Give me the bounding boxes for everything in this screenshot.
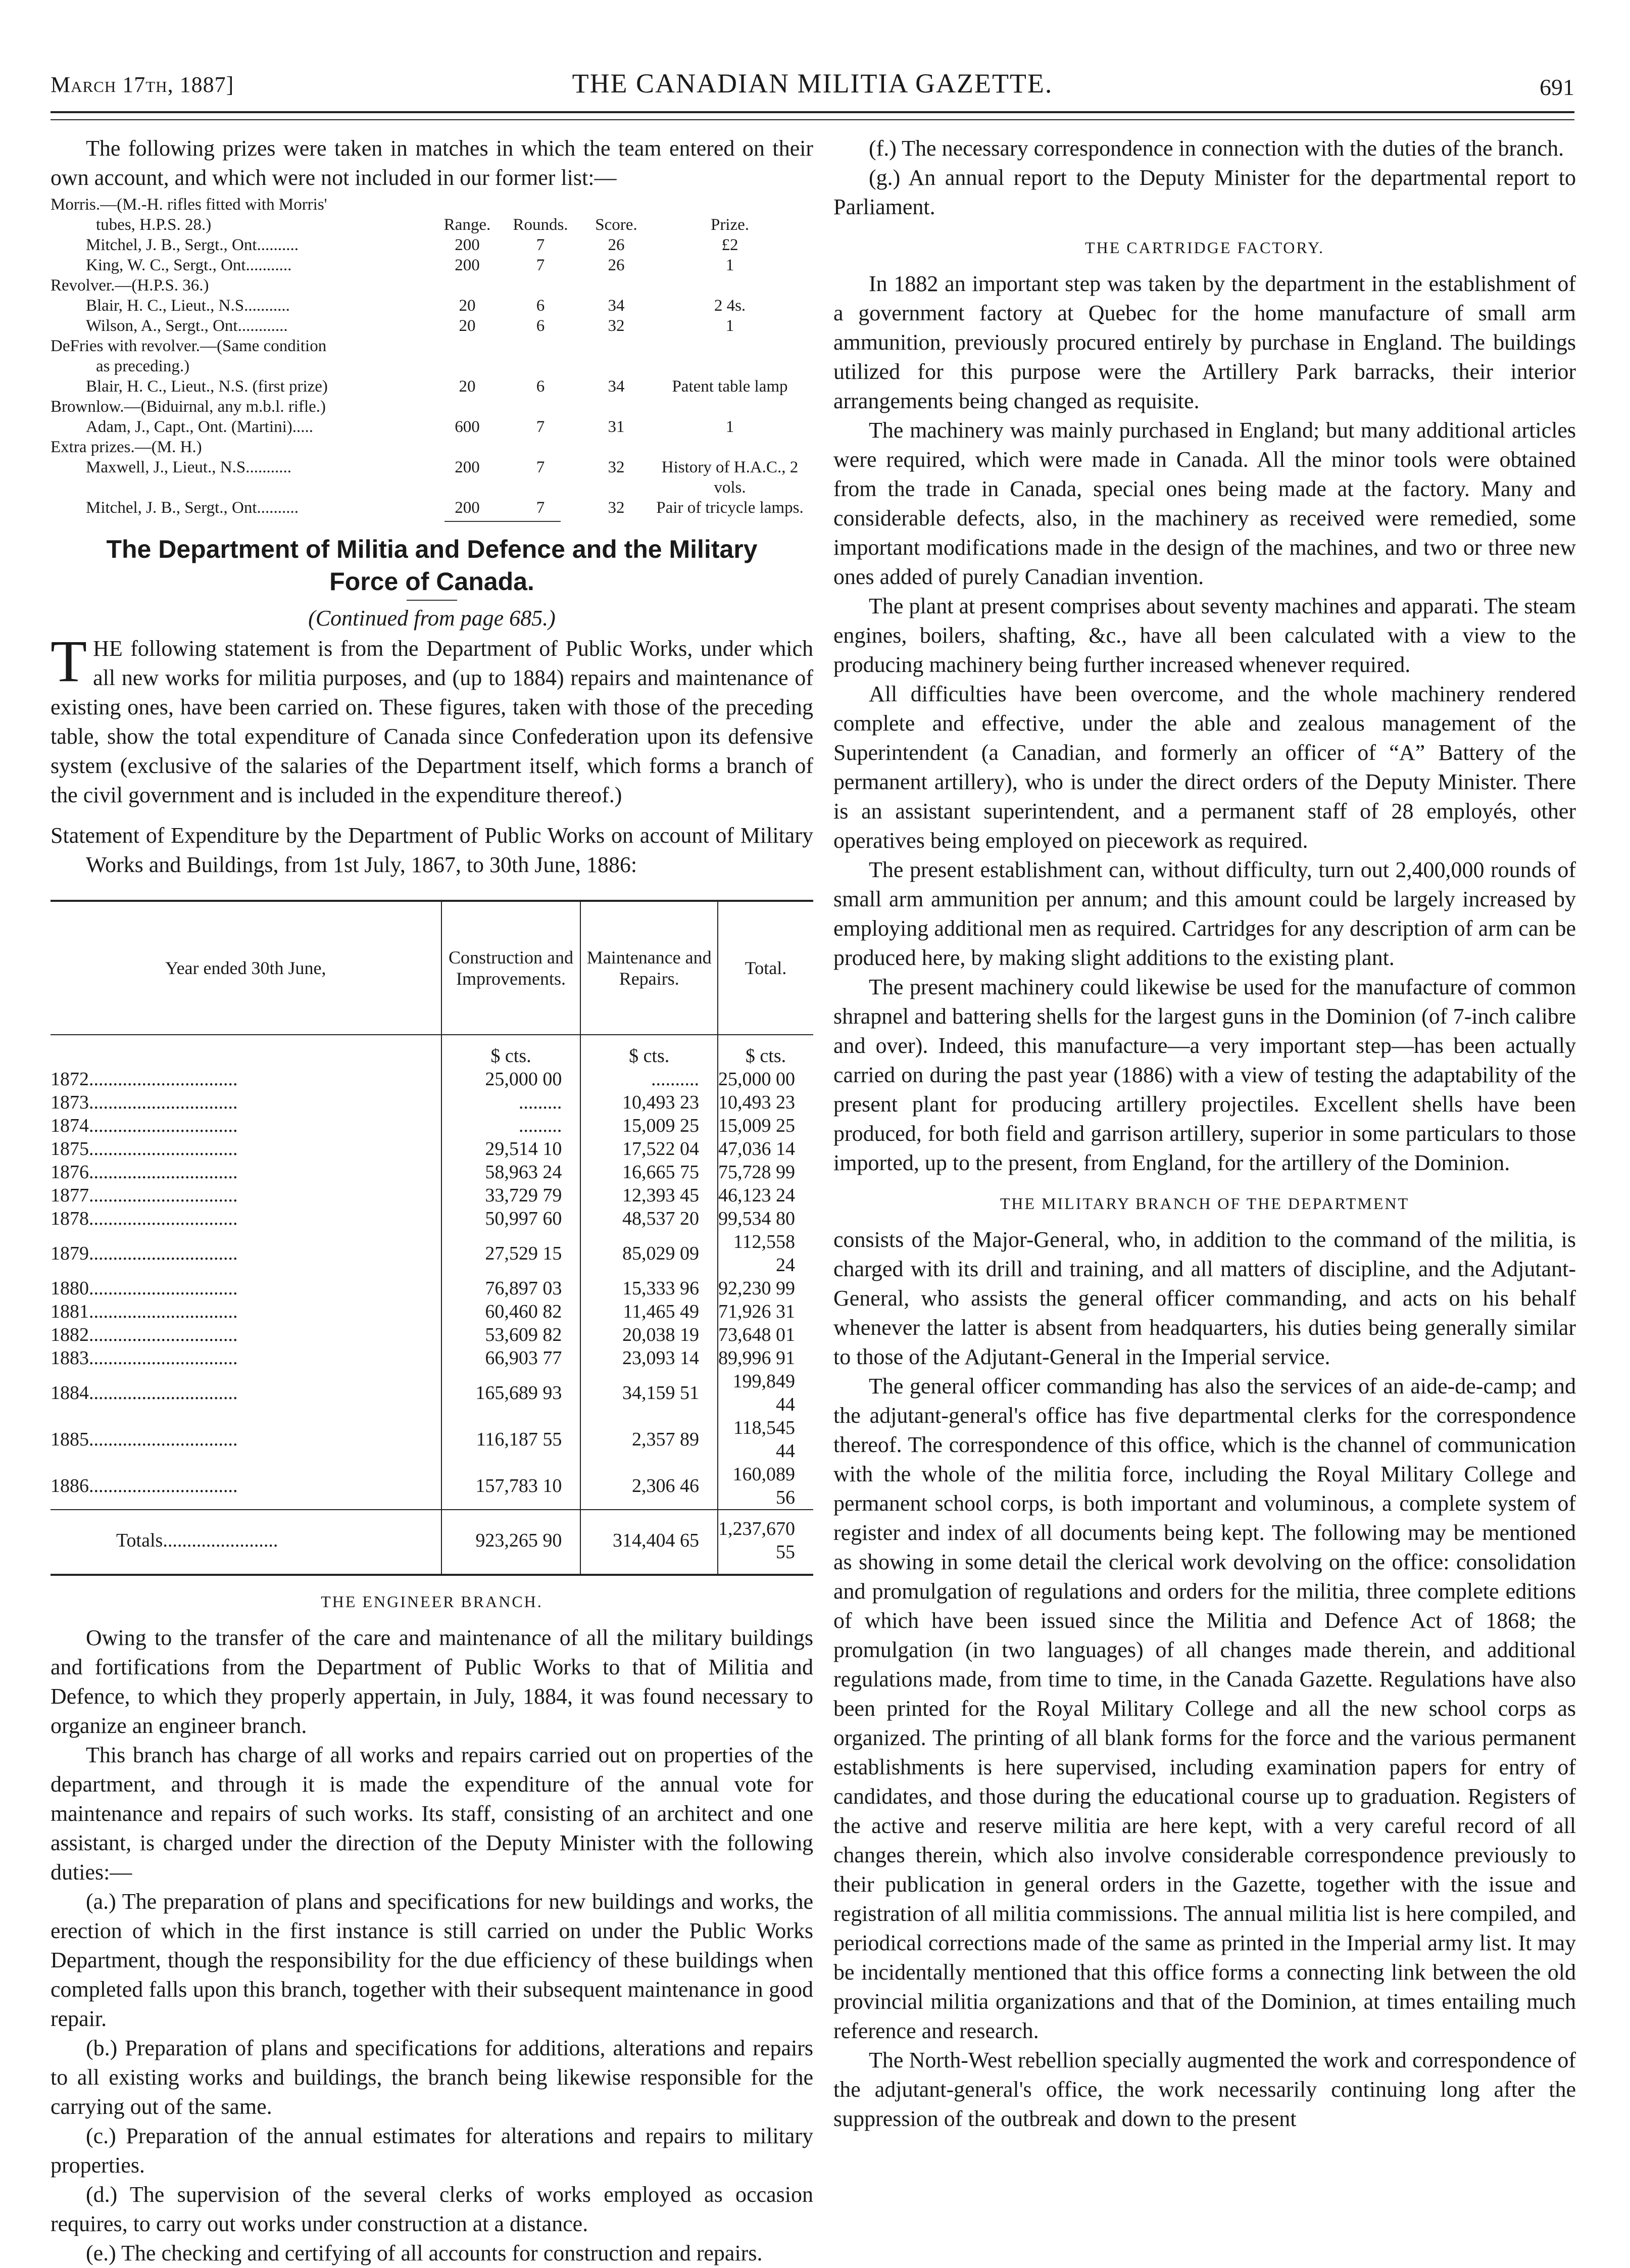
publication-title: THE CANADIAN MILITIA GAZETTE. [572, 68, 1053, 99]
prize-rounds: 7 [536, 499, 545, 517]
cartridge-paragraph-5: The present establishment can, without difficulty, turn out 2,400,000 rounds of small arm ammunition per annum; and this amount could be largely increased by employing additional men as required. Cartridges for any description of arm can be produced here, by making slight additions to the existing plant. [833, 857, 1576, 970]
row-year: 1885............................... [51, 1429, 238, 1450]
row-total: 75,728 99 [718, 1161, 813, 1184]
prize-award: £2 [721, 236, 738, 254]
prize-range [434, 275, 500, 296]
prize-list [51, 195, 813, 522]
totals-label: Totals........................ [51, 1510, 441, 1574]
cartridge-paragraph-6: The present machinery could likewise be used for the manufacture of common shrapnel and battering shells for the largest guns in the Dominion (of 7-inch calibre and over). Indeed, this manufacture—a very important step—has been actually carried on during the past year (1886) with a view of testing the adaptability of the present plant for producing artillery projectiles. Excellent shells have been produced, for both field and garrison artillery, superior in some particulars to those imported, up to the present, from England, for the artillery of the Dominion. [833, 975, 1576, 1175]
row-maintenance: 17,522 04 [580, 1137, 718, 1161]
prize-rounds [500, 397, 581, 417]
row-construction: ......... [441, 1114, 581, 1137]
row-year: 1883............................... [51, 1347, 238, 1369]
military-branch-heading: THE MILITARY BRANCH OF THE DEPARTMENT [1000, 1194, 1410, 1213]
prize-rounds: 7 [536, 418, 545, 436]
row-year: 1882............................... [51, 1324, 238, 1345]
prize-range: 200 [455, 256, 480, 274]
prize-range: 200 [455, 499, 480, 517]
page-number: 691 [1540, 74, 1574, 100]
prize-rounds [500, 437, 581, 457]
row-maintenance: 48,537 20 [580, 1207, 718, 1230]
prize-row [51, 275, 808, 296]
drop-cap: T [51, 628, 87, 694]
intro-text: HE following statement is from the Department of Public Works, under which all new works for militia purposes, and (up to 1884) repairs and maintenance of existing ones, have been carried on. These figures, taken with those of the preceding table, show the total expenditure of Canada since Confederation upon its defensive system (exclusive of the salaries of the Department itself, which forms a branch of the civil government and is included in the expenditure thereof.) [51, 636, 813, 807]
cartridge-paragraph-1: In 1882 an important step was taken by the department in the establishment of a government factory at Quebec for the home manufacture of small arm ammunition, previously procured entirely by purchase in England. The buildings utilized for this purpose were the Artillery Park barracks, their interior arrangements being changed as requisite. [833, 271, 1576, 413]
row-construction: 58,963 24 [441, 1161, 581, 1184]
prize-row [51, 376, 808, 397]
left-column [51, 134, 813, 2268]
military-paragraph-2: The general officer commanding has also the services of an aide-de-camp; and the adjutant-general's office has five departmental clerks for the correspondence thereof. The correspondence of this office, which is the channel of communication with the whole of the militia force, including the Royal Military College and permanent school corps, is both important and voluminous, a complete system of register and index of all documents being kept. The following may be mentioned as showing in some detail the clerical work devolving on the office: consolidation and promulgation of regulations and orders for the militia, three complete editions of which have been issued since the Militia and Defence Act of 1868; the promulgation (in two languages) of all changes made therein, and additional regulations made, from time to time, in the Canada Gazette. Regulations have also been printed for the Royal Military College and all the new school corps as organized. The printing of all blank forms for the force and the various permanent establishments is here supervised, including examination papers for entry of candidates, and those during the educational course up to graduation. Registers of the active and reserve militia are here kept, with a very careful record of all changes therein, which also involve considerable correspondence previously to their publication in general orders in the Gazette, together with the issue and registration of all militia commissions. The annual militia list is here compiled, and periodical corrections made of the same as printed in the Imperial army list. It may be incidentally mentioned that this office forms a connecting link between the old provincial militia organizations and that of the Dominion, at times entailing much reference and research. [833, 1374, 1576, 2043]
prize-award: Patent table lamp [672, 377, 788, 396]
totals-row [51, 1510, 813, 1574]
expenditure-row [51, 1114, 813, 1137]
row-year: 1886............................... [51, 1475, 238, 1497]
totals-construction: 923,265 90 [441, 1510, 581, 1574]
expenditure-row [51, 1068, 813, 1091]
prize-range: 600 [455, 418, 480, 436]
prize-row [51, 215, 808, 235]
prize-row [51, 457, 808, 498]
row-year: 1877............................... [51, 1185, 238, 1206]
row-total: 92,230 99 [718, 1277, 813, 1300]
row-maintenance: 10,493 23 [580, 1091, 718, 1114]
prize-award [652, 397, 808, 417]
prize-range: 20 [459, 377, 476, 396]
prize-award [652, 437, 808, 457]
prize-award: Prize. [710, 216, 750, 234]
duty-b: (b.) Preparation of plans and specifications for additions, alterations and repairs to all existing works and buildings, the branch being likewise responsible for the carrying out of the same. [51, 2036, 813, 2119]
prize-range [434, 336, 500, 356]
prize-score [581, 336, 652, 356]
article-title-line-2: Force of Canada. [329, 567, 534, 596]
prize-rounds: 6 [536, 297, 545, 315]
prize-entry-label: Morris.—(M.-H. rifles fitted with Morris' [51, 196, 327, 214]
expenditure-row [51, 1416, 813, 1463]
prize-score: 34 [608, 377, 625, 396]
right-column [833, 134, 1576, 2134]
row-year: 1879............................... [51, 1243, 238, 1264]
row-construction: 66,903 77 [441, 1346, 581, 1370]
row-year: 1878............................... [51, 1208, 238, 1229]
prize-end-rule [444, 521, 561, 522]
totals-maintenance: 314,404 65 [580, 1510, 718, 1574]
prize-range: 200 [455, 236, 480, 254]
header-rule [51, 111, 1574, 120]
expenditure-row [51, 1463, 813, 1510]
military-paragraph-1: consists of the Major-General, who, in addition to the command of the militia, is charged with its drill and training, and all matters of discipline, and the Adjutant-General, who assists the general officer commanding, and acts on his behalf whenever the latter is absent from headquarters, his duties being generally similar to those of the Adjutant-General in the Imperial service. [833, 1227, 1576, 1369]
prize-award: 1 [725, 256, 734, 274]
engineer-paragraph-1: Owing to the transfer of the care and maintenance of all the military buildings and fortifications from the Department of Public Works to that of Militia and Defence, to which they properly appertain, in July, 1884, it was found necessary to organize an engineer branch. [51, 1625, 813, 1738]
expenditure-row [51, 1277, 813, 1300]
prize-row [51, 255, 808, 275]
row-year: 1872............................... [51, 1069, 238, 1090]
row-maintenance: 23,093 14 [580, 1346, 718, 1370]
prize-entry-label: tubes, H.P.S. 28.) [96, 216, 212, 234]
row-year: 1884............................... [51, 1382, 238, 1404]
prize-entry-label: Brownlow.—(Biduirnal, any m.b.l. rifle.) [51, 398, 326, 416]
units-construction: $ cts. [441, 1035, 581, 1068]
prize-range [434, 437, 500, 457]
row-maintenance: 15,009 25 [580, 1114, 718, 1137]
row-construction: 27,529 15 [441, 1230, 581, 1277]
prize-score: 32 [608, 458, 625, 476]
row-total: 71,926 31 [718, 1300, 813, 1323]
units-maintenance: $ cts. [580, 1035, 718, 1068]
prize-award [652, 195, 808, 215]
prize-entry-label: Maxwell, J., Lieut., N.S........... [86, 458, 291, 476]
row-construction: 53,609 82 [441, 1323, 581, 1346]
row-total: 47,036 14 [718, 1137, 813, 1161]
row-construction: 165,689 93 [441, 1370, 581, 1416]
prize-rounds [500, 356, 581, 376]
row-total: 10,493 23 [718, 1091, 813, 1114]
row-maintenance: 16,665 75 [580, 1161, 718, 1184]
expenditure-row [51, 1300, 813, 1323]
prize-intro: The following prizes were taken in matches in which the team entered on their own account, and which were not included in our former list:— [51, 136, 813, 190]
row-construction: 29,514 10 [441, 1137, 581, 1161]
row-maintenance: 11,465 49 [580, 1300, 718, 1323]
row-year: 1873............................... [51, 1092, 238, 1113]
duty-a: (a.) The preparation of plans and specifications for new buildings and works, the erection of which in the first instance is still carried on under the Public Works Department, though the responsibility for the due efficiency of these buildings when completed falls upon this branch, together with their subsequent maintenance in good repair. [51, 1889, 813, 2031]
prize-row [51, 195, 808, 215]
engineer-paragraph-2: This branch has charge of all works and repairs carried out on properties of the department, and through it is made the expenditure of the annual vote for maintenance and repairs of such works. Its staff, consisting of an architect and one assistant, is charged under the direction of the Deputy Minister with the following duties:— [51, 1743, 813, 1885]
duty-d: (d.) The supervision of the several clerks of works employed as occasion requires, to carry out works under construction at a distance. [51, 2182, 813, 2236]
prize-award: 1 [725, 317, 734, 335]
prize-row [51, 296, 808, 316]
totals-total: 1,237,670 55 [718, 1510, 813, 1574]
row-total: 199,849 44 [718, 1370, 813, 1416]
row-total: 160,089 56 [718, 1463, 813, 1510]
expenditure-table [51, 900, 813, 1576]
prize-rounds [500, 336, 581, 356]
prize-entry-label: Revolver.—(H.P.S. 36.) [51, 276, 209, 295]
prize-row [51, 316, 808, 336]
duty-f: (f.) The necessary correspondence in connection with the duties of the branch. [869, 136, 1564, 161]
prize-award: Pair of tricycle lamps. [656, 499, 804, 517]
row-year: 1880............................... [51, 1278, 238, 1299]
row-maintenance: 15,333 96 [580, 1277, 718, 1300]
prize-entry-label: Adam, J., Capt., Ont. (Martini)..... [86, 418, 314, 436]
prize-entry-label: DeFries with revolver.—(Same condition [51, 337, 327, 355]
prize-entry-label: Extra prizes.—(M. H.) [51, 438, 202, 456]
statement-text: Statement of Expenditure by the Department of Public Works on account of Military Works and Buildings, from 1st July, 1867, to 30th June, 1886: [51, 823, 813, 877]
row-construction: 76,897 03 [441, 1277, 581, 1300]
row-maintenance: 2,306 46 [580, 1463, 718, 1510]
prize-range: 20 [459, 297, 476, 315]
military-paragraph-3: The North-West rebellion specially augmented the work and correspondence of the adjutant-general's office, the work necessarily continuing long after the suppression of the outbreak and down to the present [833, 2048, 1576, 2131]
prize-range [434, 356, 500, 376]
prize-award: History of H.A.C., 2 vols. [661, 458, 799, 497]
prize-range: Range. [443, 216, 491, 234]
prize-row [51, 397, 808, 417]
prize-rounds: 7 [536, 256, 545, 274]
prize-row [51, 437, 808, 457]
row-maintenance: .......... [580, 1068, 718, 1091]
expenditure-row [51, 1137, 813, 1161]
row-construction: 116,187 55 [441, 1416, 581, 1463]
statement-caption [51, 821, 813, 880]
prize-score [581, 275, 652, 296]
cartridge-paragraph-2: The machinery was mainly purchased in England; but many additional articles were required, which were made in Canada. All the minor tools were obtained from the trade in Canada, special ones being made at the factory. Many and considerable defects, also, in the machinery as received were remedied, some important modifications made in the design of the machines, and two or three new ones added of purely Canadian invention. [833, 418, 1576, 589]
prize-row [51, 336, 808, 356]
prize-score [581, 356, 652, 376]
prize-row [51, 356, 808, 376]
cartridge-paragraph-4: All difficulties have been overcome, and the whole machinery rendered complete and effective, under the able and zealous management of the Superintendent (a Canadian, and formerly an officer of “A” Battery of the permanent artillery), who is under the direct orders of the Deputy Minister. There is an assistant superintendent, and a permanent staff of 28 employés, other operatives being employed on piecework as required. [833, 682, 1576, 853]
units-total: $ cts. [718, 1035, 813, 1068]
engineer-branch-heading: THE ENGINEER BRANCH. [321, 1593, 543, 1611]
expenditure-row [51, 1370, 813, 1416]
expenditure-row [51, 1207, 813, 1230]
prize-row [51, 417, 808, 437]
prize-range [434, 195, 500, 215]
prize-score [581, 437, 652, 457]
prize-score [581, 195, 652, 215]
row-maintenance: 2,357 89 [580, 1416, 718, 1463]
prize-score: 26 [608, 236, 625, 254]
prize-rounds: 6 [536, 317, 545, 335]
issue-date: March 17th, 1887] [51, 72, 234, 97]
col-head-maintenance: Maintenance and Repairs. [580, 902, 718, 1035]
row-year: 1874............................... [51, 1115, 238, 1136]
prize-range [434, 397, 500, 417]
expenditure-row [51, 1184, 813, 1207]
continued-note: (Continued from page 685.) [308, 606, 556, 631]
row-maintenance: 20,038 19 [580, 1323, 718, 1346]
row-maintenance: 34,159 51 [580, 1370, 718, 1416]
prize-award: 2 4s. [714, 297, 746, 315]
prize-entry-label: Wilson, A., Sergt., Ont............ [86, 317, 288, 335]
prize-rounds [500, 195, 581, 215]
intro-paragraph [51, 628, 813, 810]
expenditure-row [51, 1091, 813, 1114]
cartridge-factory-heading: THE CARTRIDGE FACTORY. [1085, 238, 1324, 257]
prize-entry-label: Mitchel, J. B., Sergt., Ont.......... [86, 236, 299, 254]
prize-range: 200 [455, 458, 480, 476]
prize-entry-label: Mitchel, J. B., Sergt., Ont.......... [86, 499, 299, 517]
prize-entry-label: King, W. C., Sergt., Ont........... [86, 256, 292, 274]
prize-entry-label: as preceding.) [96, 357, 190, 375]
prize-rounds: Rounds. [513, 216, 568, 234]
prize-row [51, 235, 808, 255]
row-construction: 157,783 10 [441, 1463, 581, 1510]
row-year: 1876............................... [51, 1162, 238, 1183]
row-year: 1881............................... [51, 1301, 238, 1322]
prize-score: Score. [595, 216, 637, 234]
duty-c: (c.) Preparation of the annual estimates for alterations and repairs to military properties. [51, 2124, 813, 2178]
row-construction: ......... [441, 1091, 581, 1114]
prize-rounds: 6 [536, 377, 545, 396]
row-construction: 50,997 60 [441, 1207, 581, 1230]
prize-rounds [500, 275, 581, 296]
prize-score: 31 [608, 418, 625, 436]
col-head-year: Year ended 30th June, [51, 902, 441, 1035]
cartridge-paragraph-3: The plant at present comprises about seventy machines and apparati. The steam engines, boilers, shafting, &c., have all been calculated with a view to the producing machinery being further increased whenever required. [833, 594, 1576, 677]
duty-e: (e.) The checking and certifying of all accounts for construction and repairs. [86, 2241, 763, 2265]
row-total: 46,123 24 [718, 1184, 813, 1207]
article-title [51, 533, 813, 598]
article-title-line-1: The Department of Militia and Defence and the Military [106, 535, 758, 563]
prize-score: 26 [608, 256, 625, 274]
row-total: 99,534 80 [718, 1207, 813, 1230]
row-total: 25,000 00 [718, 1068, 813, 1091]
prize-score: 32 [608, 317, 625, 335]
units-row [51, 1035, 813, 1068]
row-total: 112,558 24 [718, 1230, 813, 1277]
prize-score [581, 397, 652, 417]
row-year: 1875............................... [51, 1138, 238, 1160]
row-maintenance: 12,393 45 [580, 1184, 718, 1207]
row-total: 73,648 01 [718, 1323, 813, 1346]
row-total: 89,996 91 [718, 1346, 813, 1370]
duty-g: (g.) An annual report to the Deputy Minister for the departmental report to Parliament. [833, 165, 1576, 219]
prize-score: 32 [608, 499, 625, 517]
col-head-total: Total. [718, 902, 813, 1035]
title-rule [407, 600, 457, 601]
row-total: 15,009 25 [718, 1114, 813, 1137]
expenditure-row [51, 1230, 813, 1277]
page-header [51, 66, 1574, 101]
row-maintenance: 85,029 09 [580, 1230, 718, 1277]
prize-entry-label: Blair, H. C., Lieut., N.S........... [86, 297, 290, 315]
prize-rounds: 7 [536, 236, 545, 254]
prize-award [652, 356, 808, 376]
expenditure-row [51, 1323, 813, 1346]
expenditure-row [51, 1161, 813, 1184]
row-construction: 60,460 82 [441, 1300, 581, 1323]
prize-award [652, 336, 808, 356]
col-head-construction: Construction and Improvements. [441, 902, 581, 1035]
prize-rounds: 7 [536, 458, 545, 476]
row-construction: 33,729 79 [441, 1184, 581, 1207]
prize-score: 34 [608, 297, 625, 315]
prize-award: 1 [725, 418, 734, 436]
prize-table [51, 195, 808, 518]
row-total: 118,545 44 [718, 1416, 813, 1463]
prize-award [652, 275, 808, 296]
prize-row [51, 498, 808, 518]
prize-range: 20 [459, 317, 476, 335]
expenditure-row [51, 1346, 813, 1370]
prize-entry-label: Blair, H. C., Lieut., N.S. (first prize) [86, 377, 328, 396]
row-construction: 25,000 00 [441, 1068, 581, 1091]
